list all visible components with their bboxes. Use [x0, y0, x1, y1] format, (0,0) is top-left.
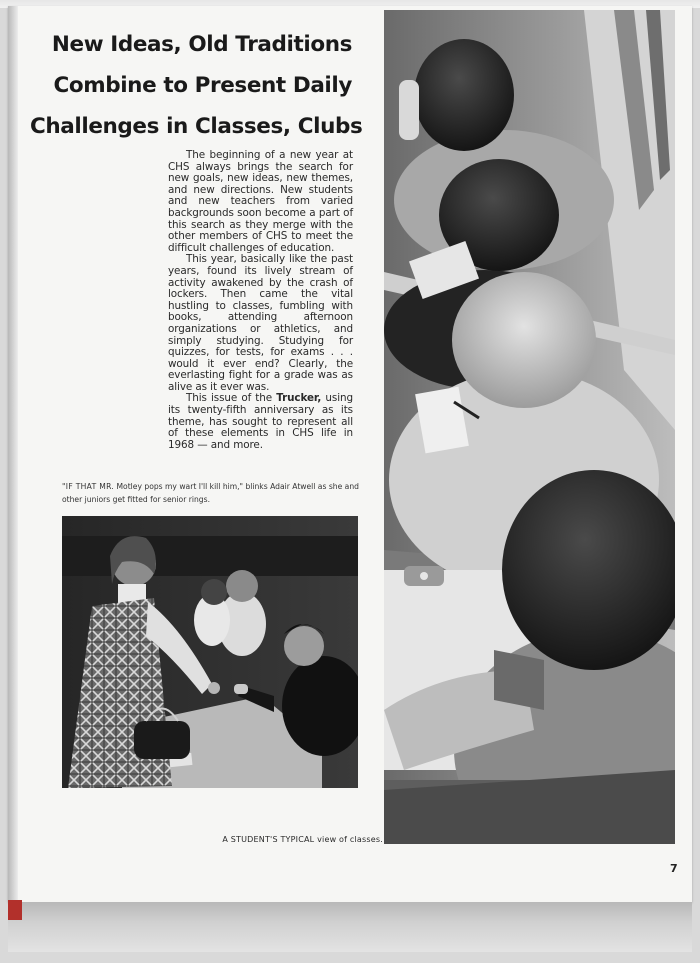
ring-photo-caption: [62, 480, 362, 506]
scan-bottom-edge: [8, 902, 692, 952]
classroom-photo-caption: A STUDENT'S TYPICAL view of classes.: [222, 835, 383, 844]
article-body: [168, 150, 353, 451]
publication-name: Trucker,: [276, 392, 322, 405]
caption-lead: "IF THAT MR.: [62, 482, 115, 491]
paragraph-2: This year, basically like the past years, found its lively stream of activity awakened by the crash of lockers. Then came the vital hustling to classes, fumbling with books, attending afternoon organizations or athletics, and simply studying. Studying for quizzes, for tests, for exams . . . would it ever end? Clearly, the everlasting fight for a grade was as alive as it ever was.: [168, 253, 353, 393]
ring-fitting-photo-illustration: [62, 516, 358, 788]
headline-line-2: Combine to Present Daily: [53, 73, 352, 98]
headline: [30, 24, 363, 147]
page-binding-shadow: [8, 6, 18, 902]
classroom-photo-illustration: [384, 10, 675, 844]
paragraph-3-end: using its twenty-fifth anniversary as its theme, has sought to represent all of these elements in CHS life in 1968 — and more.: [168, 392, 354, 451]
red-cover-tab: [8, 900, 22, 920]
headline-line-3: Challenges in Classes, Clubs: [30, 114, 363, 139]
caption-rest: Motley pops my wart I'll kill him," blinks Adair Atwell as she and other juniors get fitted for senior rings.: [62, 482, 359, 504]
ring-fitting-photo: [62, 516, 358, 788]
paragraph-3-start: This issue of the: [186, 392, 277, 405]
page-number: 7: [670, 862, 678, 875]
paragraph-1: The beginning of a new year at CHS always brings the search for new goals, new ideas, new themes, and new directions. New students and new teachers from varied backgrounds soon become a part of this search as they merge with the other members of CHS to meet the difficult challenges of education.: [168, 149, 353, 254]
headline-line-1: New Ideas, Old Traditions: [51, 32, 352, 57]
paragraph-3: [168, 393, 353, 451]
classroom-photo: [384, 10, 675, 844]
